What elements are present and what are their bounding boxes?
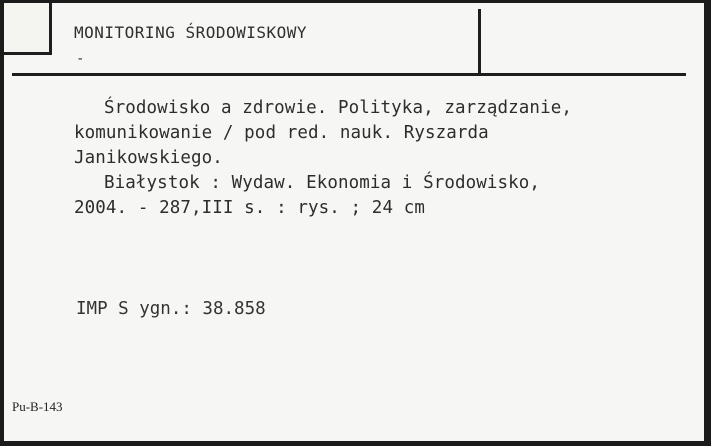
entry-line-title: Środowisko a zdrowie. Polityka, zarządzanie, — [104, 98, 572, 118]
call-number: IMP S ygn.: 38.858 — [76, 299, 266, 319]
entry-line-extent: 2004. - 287,III s. : rys. ; 24 cm — [74, 198, 425, 218]
catalog-card — [4, 3, 704, 441]
heading-dash: - — [76, 51, 85, 67]
horizontal-rule — [12, 73, 686, 76]
entry-line-title-cont: komunikowanie / pod red. nauk. Ryszarda — [74, 123, 489, 143]
entry-line-editor: Janikowskiego. — [74, 148, 223, 168]
card-corner-box — [4, 3, 52, 55]
vertical-rule — [478, 9, 481, 75]
shelfmark-code: Pu-B-143 — [12, 399, 63, 414]
subject-heading: MONITORING ŚRODOWISKOWY — [74, 23, 308, 42]
entry-line-imprint: Białystok : Wydaw. Ekonomia i Środowisko, — [104, 173, 541, 193]
bibliographic-entry — [74, 96, 699, 221]
